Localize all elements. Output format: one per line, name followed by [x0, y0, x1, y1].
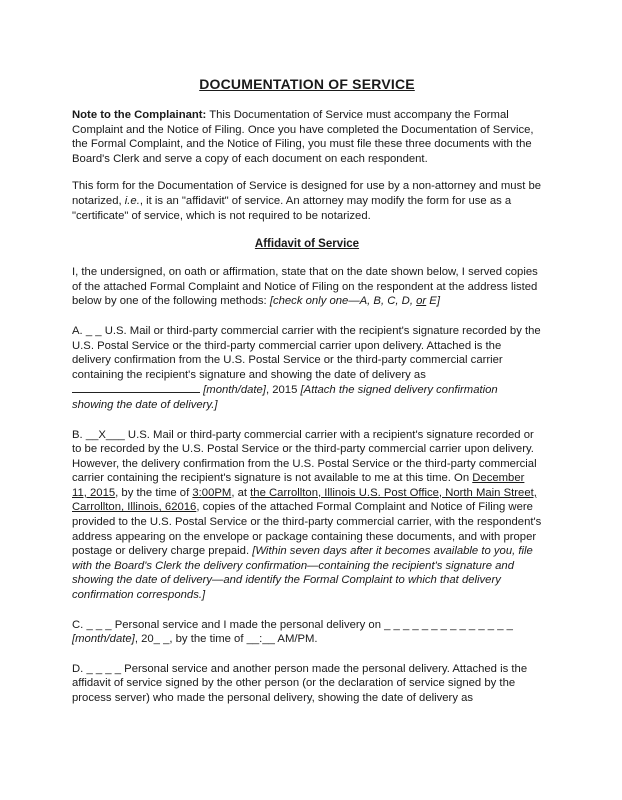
- option-a-date-hint: [month/date]: [203, 384, 266, 397]
- option-c-date-blank[interactable]: _ _ _ _ _ _ _ _ _ _ _ _ _ _: [384, 618, 513, 631]
- option-b-text3: , at: [231, 486, 248, 499]
- option-a-checkbox[interactable]: _ _: [85, 324, 102, 337]
- option-d: [72, 662, 542, 706]
- option-b-location: the Carrollton, Illinois U.S. Post Office, North Main Street, Carrollton, Illinois, 62016: [72, 486, 537, 514]
- option-c: [72, 618, 542, 647]
- option-b-letter: B.: [72, 428, 83, 441]
- note-text: This Documentation of Service must accompany the Formal Complaint and the Notice of Filing. Once you have completed the Documentation of Service, the Formal Complaint, and the Notice of Filing, you must file these three documents with the Board's Clerk and serve a copy of each document on each respondent.: [72, 109, 534, 165]
- option-a-letter: A.: [72, 324, 83, 337]
- affidavit-instruction: [check only one—A, B, C, D,: [269, 295, 417, 308]
- option-b-checkbox[interactable]: __X___: [85, 428, 125, 441]
- option-c-date-hint: [month/date]: [72, 633, 135, 646]
- option-c-checkbox[interactable]: _ _ _: [86, 618, 112, 631]
- option-c-year-blank[interactable]: _ _: [153, 633, 170, 646]
- option-c-time-blank[interactable]: __:__: [246, 633, 275, 646]
- option-c-text2: , by the time of: [169, 633, 244, 646]
- option-b-date: December 11, 2015: [72, 472, 525, 499]
- option-a-date-blank[interactable]: [72, 382, 200, 393]
- option-d-letter: D.: [72, 662, 84, 675]
- affidavit-intro-text: I, the undersigned, on oath or affirmation, state that on the date shown below, I served copies of the attached Formal Complaint and Notice of Filing on the respondent at the address listed below by one of the following methods:: [72, 266, 538, 308]
- affidavit-intro: [72, 265, 542, 309]
- option-a-text: U.S. Mail or third-party commercial carrier with the recipient's signature recorded by the U.S. Postal Service or the third-party commercial carrier upon delivery. Attached is the delivery confirmation from the U.S. Postal Service or the third-party commercial carrier containing the recipient's signature and showing the date of delivery as: [72, 324, 541, 381]
- affidavit-heading: Affidavit of Service: [254, 238, 360, 251]
- option-a-instruction: [Attach the signed delivery confirmation showing the date of delivery.]: [72, 384, 498, 411]
- option-c-text1: Personal service and I made the personal delivery on: [114, 618, 381, 631]
- option-b-instruction: [Within seven days after it becomes available to you, file with the Board's Clerk the delivery confirmation—containing the recipient's signature and showing the date of delivery—and identify the Formal Complaint to which that delivery confirmation corresponds.]: [72, 545, 533, 602]
- option-b: [72, 428, 542, 603]
- option-c-year: , 20: [134, 633, 154, 646]
- affidavit-instruction-end: E]: [426, 295, 440, 308]
- option-a: [72, 324, 542, 413]
- option-c-ampm: AM/PM.: [277, 633, 318, 646]
- intro-ie: i.e.: [124, 194, 140, 207]
- option-d-text: Personal service and another person made the personal delivery. Attached is the affidavit of service signed by the other person (or the declaration of service signed by the process server) who made the personal delivery, showing the date of delivery as: [72, 662, 528, 704]
- intro-paragraph: [72, 179, 542, 223]
- note-label: Note to the Complainant:: [72, 109, 207, 121]
- option-c-letter: C.: [72, 618, 84, 631]
- document-title: DOCUMENTATION OF SERVICE: [199, 76, 415, 92]
- intro-part2: , it is an "affidavit" of service. An attorney may modify the form for use as a "certificate" of service, which is not required to be notarized.: [72, 194, 512, 222]
- intro-part1: This form for the Documentation of Service is designed for use by a non-attorney and must be notarized,: [72, 180, 542, 207]
- option-d-checkbox[interactable]: _ _ _ _: [86, 662, 122, 675]
- note-paragraph: [72, 108, 542, 166]
- option-b-text1: U.S. Mail or third-party commercial carrier with a recipient's signature recorded or to be recorded by the U.S. Postal Service or the third-party commercial carrier upon delivery. However, the delivery confirmation from the U.S. Postal Service or the third-party commercial carrier containing the recipient's signature is not available to me at this time. On: [72, 428, 537, 485]
- option-b-text2: , by the time of: [115, 486, 190, 499]
- option-a-year: , 2015: [265, 384, 298, 397]
- option-b-text4: , copies of the attached Formal Complaint and Notice of Filing were provided to the U.S. Postal Service or the third-party commercial carrier, with the respondent's address appearing on the envelope or package containing these documents, and with proper postage or delivery charge prepaid.: [72, 501, 542, 558]
- affidavit-or: or: [416, 295, 427, 308]
- option-b-time: 3:00PM: [192, 486, 232, 499]
